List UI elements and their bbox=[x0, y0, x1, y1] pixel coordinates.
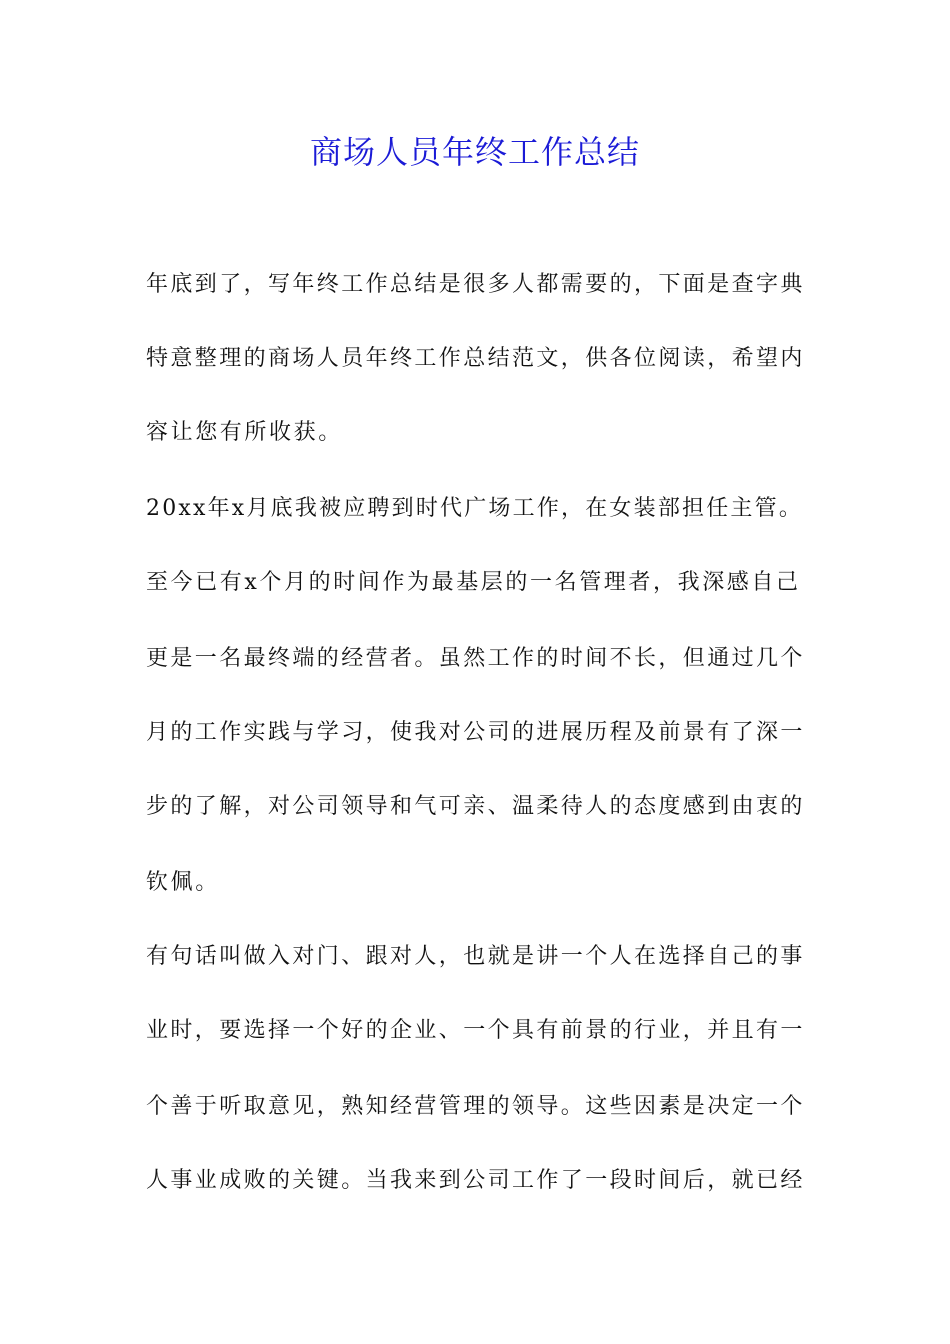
body-line: 人事业成败的关键。当我来到公司工作了一段时间后，就已经 bbox=[146, 1168, 805, 1193]
body-line: 月的工作实践与学习，使我对公司的进展历程及前景有了深一 bbox=[146, 720, 805, 745]
body-line: 业时，要选择一个好的企业、一个具有前景的行业，并且有一 bbox=[146, 1018, 805, 1043]
body-line: 钦佩。 bbox=[146, 870, 220, 895]
body-line: 20xx年x月底我被应聘到时代广场工作，在女装部担任主管。 bbox=[146, 496, 804, 521]
body-line: 有句话叫做入对门、跟对人，也就是讲一个人在选择自己的事 bbox=[146, 944, 805, 969]
body-line: 至今已有x个月的时间作为最基层的一名管理者，我深感自己 bbox=[146, 570, 801, 595]
body-line: 更是一名最终端的经营者。虽然工作的时间不长，但通过几个 bbox=[146, 646, 805, 671]
body-line: 特意整理的商场人员年终工作总结范文，供各位阅读，希望内 bbox=[146, 346, 805, 371]
document-title: 商场人员年终工作总结 bbox=[309, 133, 640, 171]
body-line: 年底到了，写年终工作总结是很多人都需要的，下面是查字典 bbox=[146, 272, 805, 297]
body-line: 步的了解，对公司领导和气可亲、温柔待人的态度感到由衷的 bbox=[146, 794, 805, 819]
body-line: 个善于听取意见，熟知经营管理的领导。这些因素是决定一个 bbox=[146, 1094, 805, 1119]
body-line: 容让您有所收获。 bbox=[146, 420, 343, 445]
